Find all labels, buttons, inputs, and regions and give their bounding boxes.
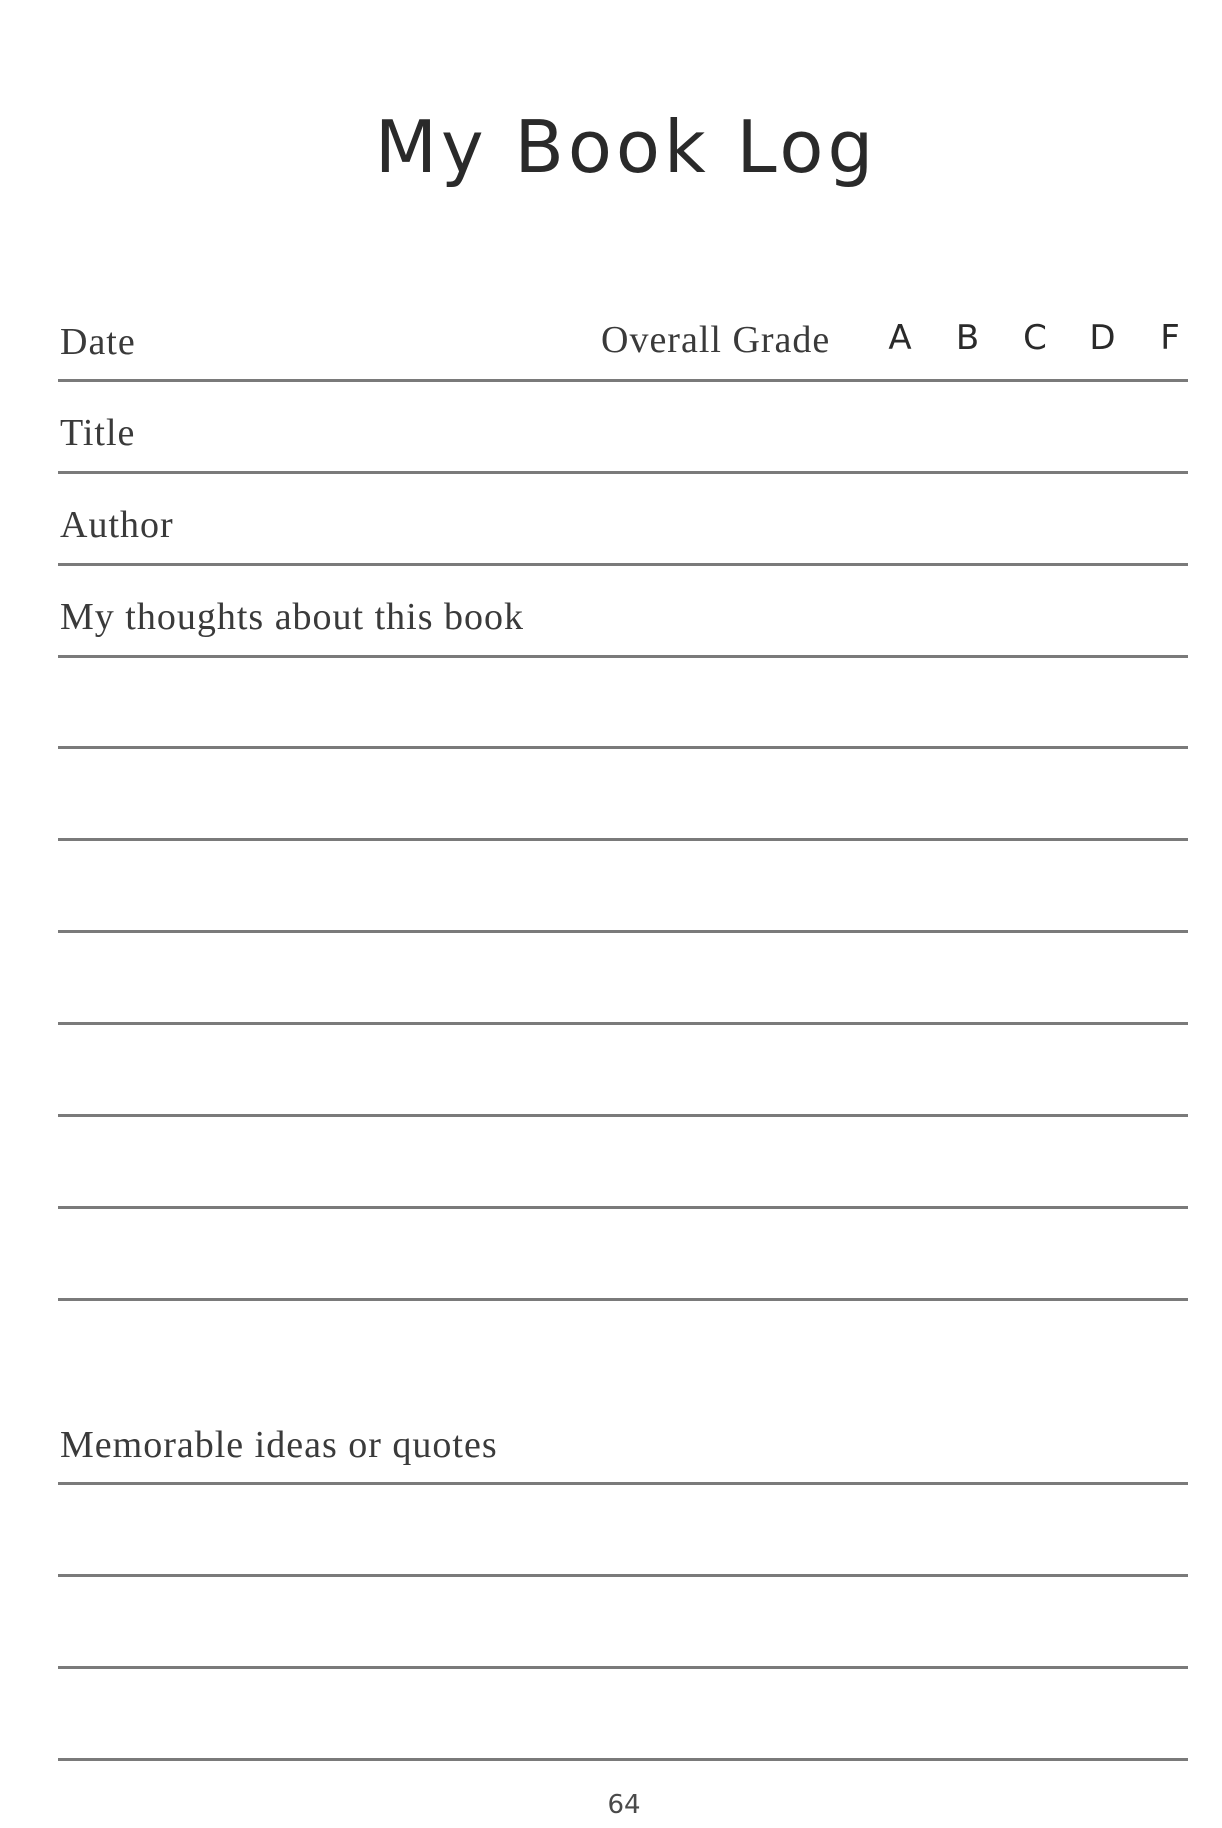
page-title: My Book Log: [374, 105, 878, 189]
thoughts-line[interactable]: [58, 1206, 1188, 1209]
memorable-label: Memorable ideas or quotes: [60, 1424, 498, 1466]
memorable-line[interactable]: [58, 1574, 1188, 1577]
grade-option-b[interactable]: B: [955, 318, 980, 358]
grade-option-d[interactable]: D: [1089, 318, 1116, 358]
date-label: Date: [60, 321, 136, 363]
date-line[interactable]: [58, 379, 1188, 382]
thoughts-line[interactable]: [58, 746, 1188, 749]
thoughts-line[interactable]: [58, 930, 1188, 933]
page-number: 64: [607, 1790, 641, 1820]
author-label: Author: [60, 504, 174, 546]
thoughts-line[interactable]: [58, 1298, 1188, 1301]
thoughts-line[interactable]: [58, 1114, 1188, 1117]
memorable-line[interactable]: [58, 1758, 1188, 1761]
thoughts-line[interactable]: [58, 1022, 1188, 1025]
grade-option-c[interactable]: C: [1023, 318, 1047, 358]
author-line[interactable]: [58, 563, 1188, 566]
title-line[interactable]: [58, 471, 1188, 474]
thoughts-label: My thoughts about this book: [60, 596, 525, 638]
grade-option-f[interactable]: F: [1160, 318, 1180, 358]
thoughts-line[interactable]: [58, 655, 1188, 658]
memorable-line[interactable]: [58, 1666, 1188, 1669]
overall-grade-label: Overall Grade: [601, 319, 831, 361]
grade-options: [880, 318, 1190, 358]
thoughts-line[interactable]: [58, 838, 1188, 841]
memorable-line[interactable]: [58, 1482, 1188, 1485]
title-label: Title: [60, 412, 136, 454]
grade-option-a[interactable]: A: [888, 318, 912, 358]
